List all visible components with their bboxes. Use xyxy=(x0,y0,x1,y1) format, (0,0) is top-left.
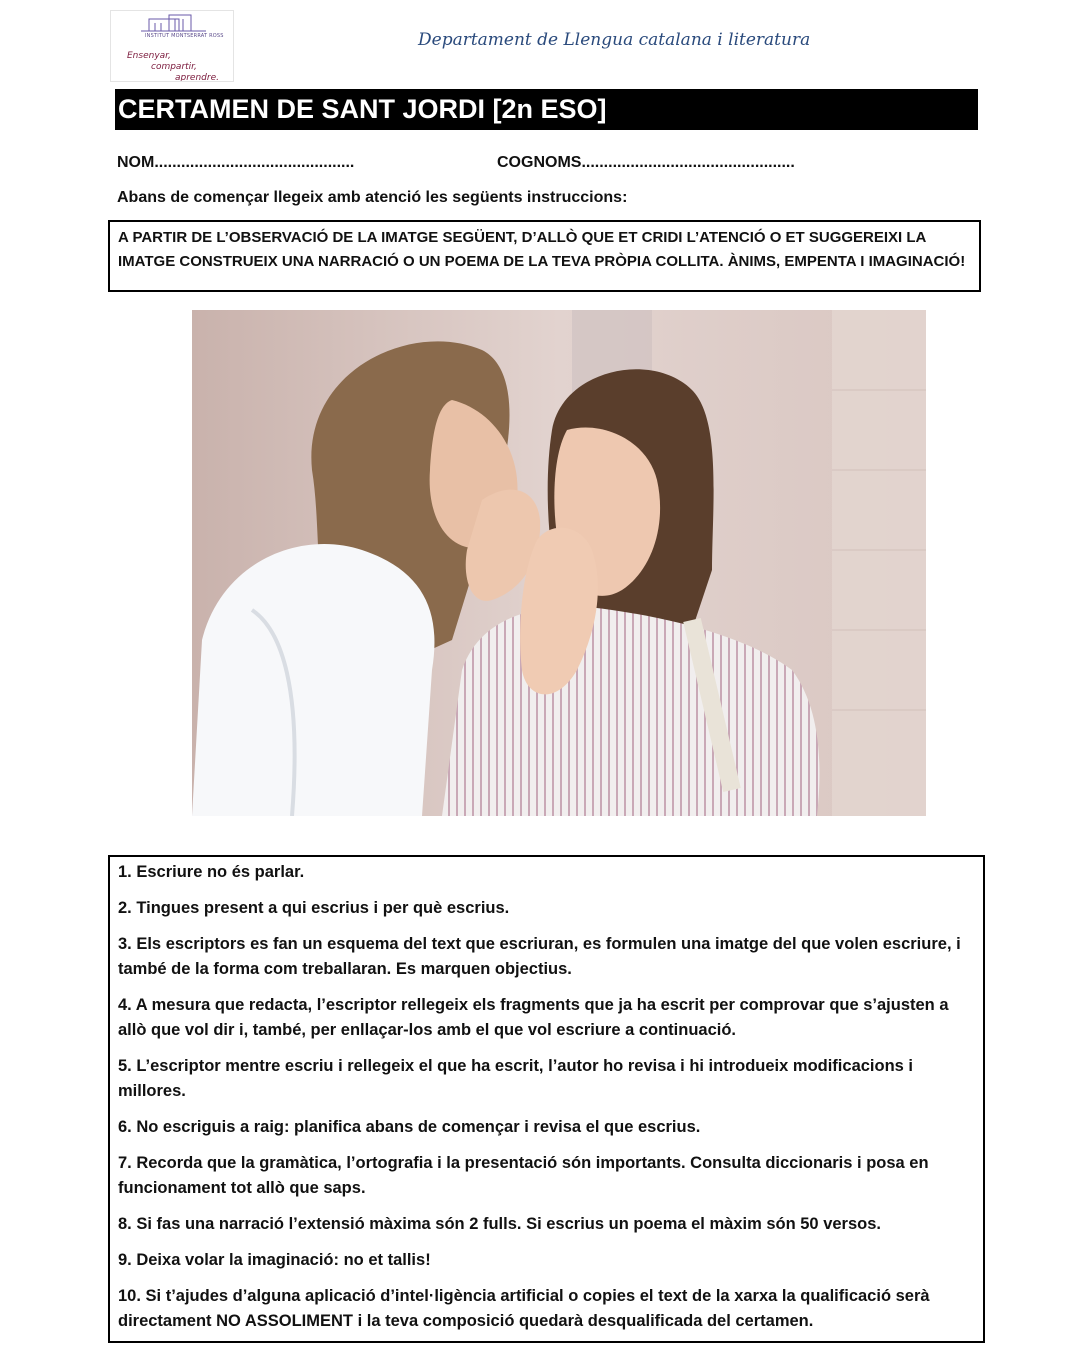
school-logo xyxy=(110,10,234,82)
rules-list xyxy=(118,860,973,1334)
motto-line-2: compartir, xyxy=(151,62,197,72)
surname-field[interactable]: COGNOMS................................................ xyxy=(497,154,795,171)
school-name: INSTITUT MONTSERRAT ROSS xyxy=(145,33,224,39)
motto-line-1: Ensenyar, xyxy=(127,51,171,61)
rule-item: 5. L’escriptor mentre escriu i rellegeix el que ha escrit, l’autor ho revisa i hi introdueix modificacions i millores. xyxy=(118,1057,914,1100)
task-box xyxy=(108,220,981,292)
rule-item: 6. No escriguis a raig: planifica abans de començar i revisa el que escrius. xyxy=(118,1118,701,1136)
rule-item: 3. Els escriptors es fan un esquema del text que escriuran, es formulen una imatge del que volen escriure, i també de la forma com treballaran. Es marquen objectius. xyxy=(118,935,961,978)
rules-box xyxy=(108,855,985,1343)
rule-item: 4. A mesura que redacta, l’escriptor rellegeix els fragments que ja ha escrit per comprovar que s’ajusten a allò que vol dir i, també, per enllaçar-los amb el que vol escriure a continuació. xyxy=(118,996,949,1039)
rule-item: 8. Si fas una narració l’extensió màxima són 2 fulls. Si escrius un poema el màxim són 50 versos. xyxy=(118,1215,881,1233)
rule-item: 7. Recorda que la gramàtica, l’ortografia i la presentació són importants. Consulta diccionaris i posa en funcionament tot allò que saps. xyxy=(118,1154,929,1197)
school-building-icon xyxy=(111,11,233,51)
rule-item: 2. Tingues present a qui escrius i per què escrius. xyxy=(118,899,510,917)
department-name: Departament de Llengua catalana i literatura xyxy=(418,30,811,50)
rule-item: 1. Escriure no és parlar. xyxy=(118,863,305,881)
rule-item: 9. Deixa volar la imaginació: no et tallis! xyxy=(118,1251,431,1269)
name-field[interactable]: NOM............................................. xyxy=(117,154,355,171)
instructions-intro: Abans de començar llegeix amb atenció les següents instruccions: xyxy=(117,189,628,206)
task-text: A PARTIR DE L’OBSERVACIÓ DE LA IMATGE SEGÜENT, D’ALLÒ QUE ET CRIDI L’ATENCIÓ O ET SUGGEREIXI LA IMATGE CONSTRUEIX UNA NARRACIÓ O UN POEMA DE LA TEVA PRÒPIA COLLITA. ÀNIMS, EMPENTA I IMAGINACIÓ! xyxy=(118,229,966,270)
rule-item: 10. Si t’ajudes d’alguna aplicació d’intel·ligència artificial o copies el text de la xarxa la qualificació serà directament NO ASSOLIMENT i la teva composició quedarà desqualificada del certamen. xyxy=(118,1287,930,1330)
title-banner xyxy=(115,89,978,130)
photo-two-women-whispering xyxy=(192,310,926,816)
motto-line-3: aprendre. xyxy=(175,73,219,82)
page-title: CERTAMEN DE SANT JORDI [2n ESO] xyxy=(118,94,607,124)
